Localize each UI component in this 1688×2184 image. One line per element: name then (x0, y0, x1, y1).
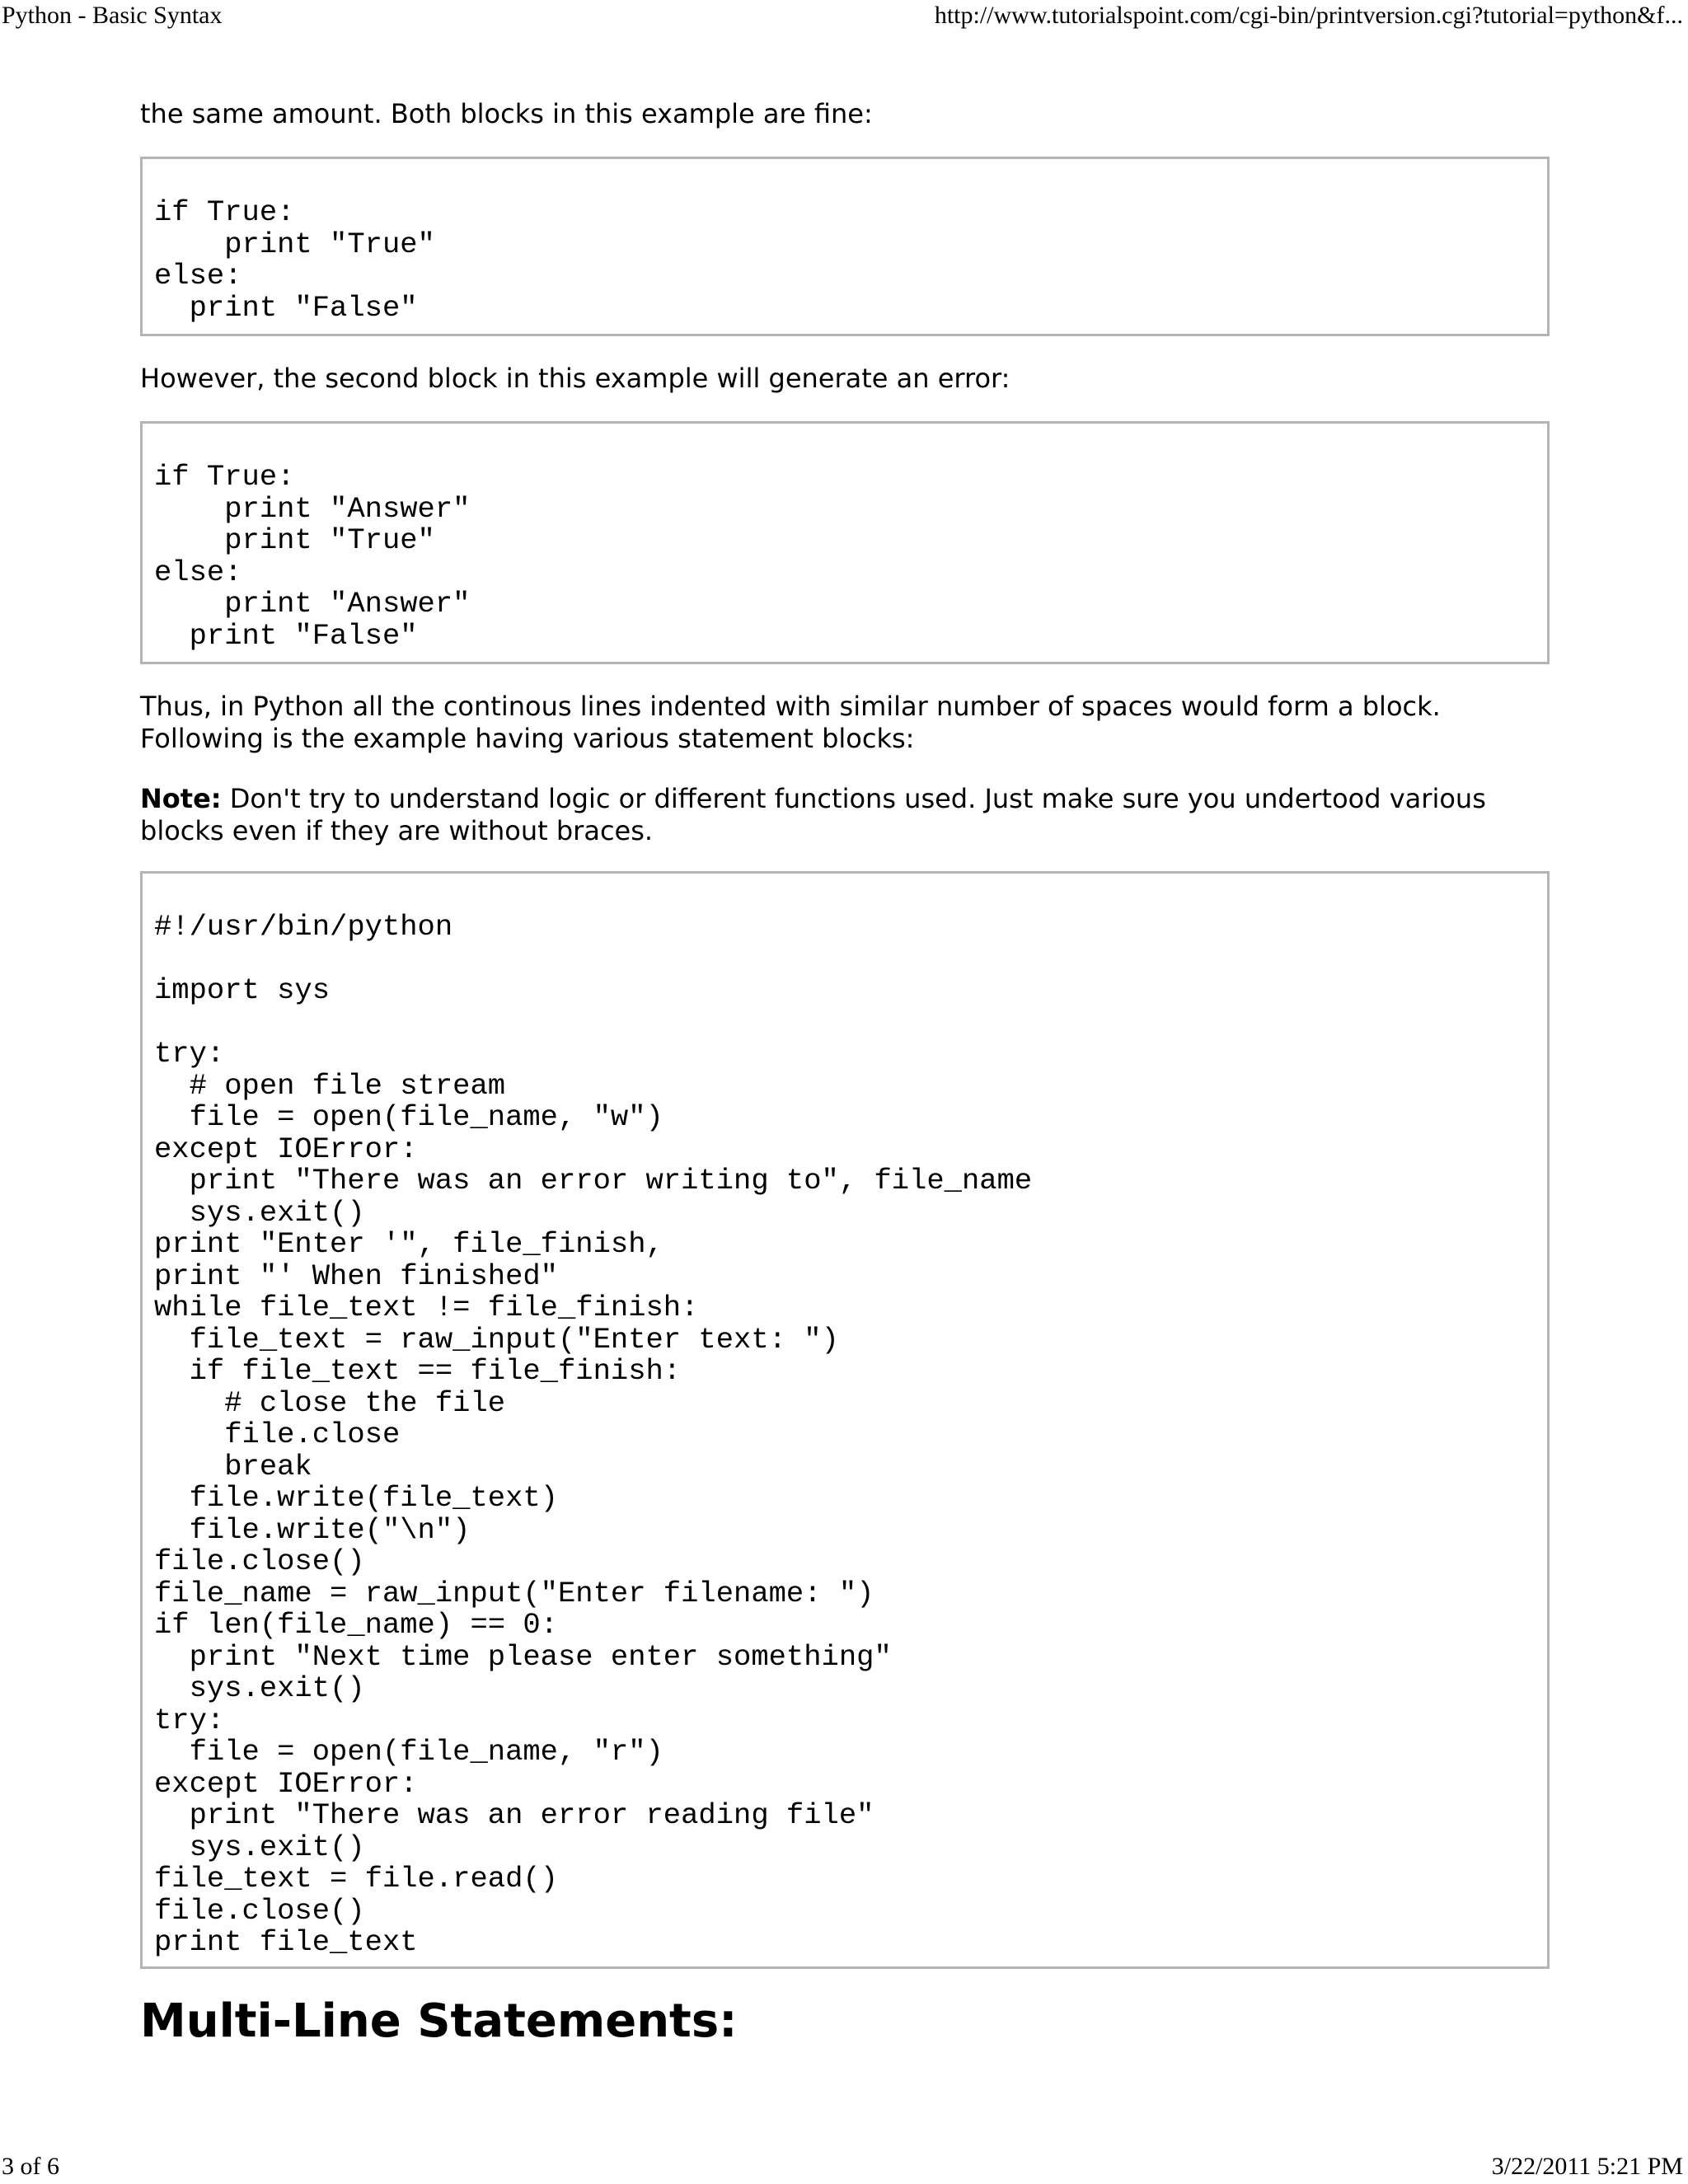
code-block-invalid-indentation (140, 421, 1550, 664)
print-header-title: Python - Basic Syntax (2, 2, 223, 29)
code-block-statement-blocks (140, 871, 1550, 1969)
print-datetime: 3/22/2011 5:21 PM (1491, 2153, 1683, 2180)
block-explanation-paragraph: Thus, in Python all the continous lines indented with similar number of spaces would form a block. Following is the example having various statement blocks: (140, 691, 1441, 754)
intro-paragraph: the same amount. Both blocks in this example are fine: (140, 98, 873, 129)
error-paragraph: However, the second block in this example will generate an error: (140, 363, 1010, 394)
note-text: Don't try to understand logic or different functions used. Just make sure you undertood various blocks even if they are without braces. (140, 783, 1486, 846)
note-paragraph (140, 783, 1553, 847)
note-label: Note: (140, 783, 222, 814)
code-block-valid-indentation (140, 157, 1550, 336)
code-listing: if True: print "Answer" print "True" else: print "Answer" print "False" (154, 460, 471, 653)
print-header-url: http://www.tutorialspoint.com/cgi-bin/printversion.cgi?tutorial=python&f... (934, 2, 1683, 29)
page-number: 3 of 6 (2, 2153, 59, 2180)
section-heading: Multi-Line Statements: (140, 1994, 738, 2048)
code-listing: #!/usr/bin/python import sys try: # open file stream file = open(file_name, "w") except IOError: print "There was an error writing to", file_name sys.exit() print "Enter '", file_finish, print "' When finished" while file_text != file_finish: file_text = raw_input("Enter text: ") if file_text == file_finish: # close the file file.close break file.write(file_text) file.write("\n") file.close() file_name = raw_input("Enter filename: ") if len(file_name) == 0: print "Next time please enter something" sys.exit() try: file = open(file_name, "r") except IOError: print "There was an error reading file" sys.exit() file_text = file.read() file.close() print file_text (154, 910, 1033, 1959)
code-listing: if True: print "True" else: print "False" (154, 195, 435, 325)
